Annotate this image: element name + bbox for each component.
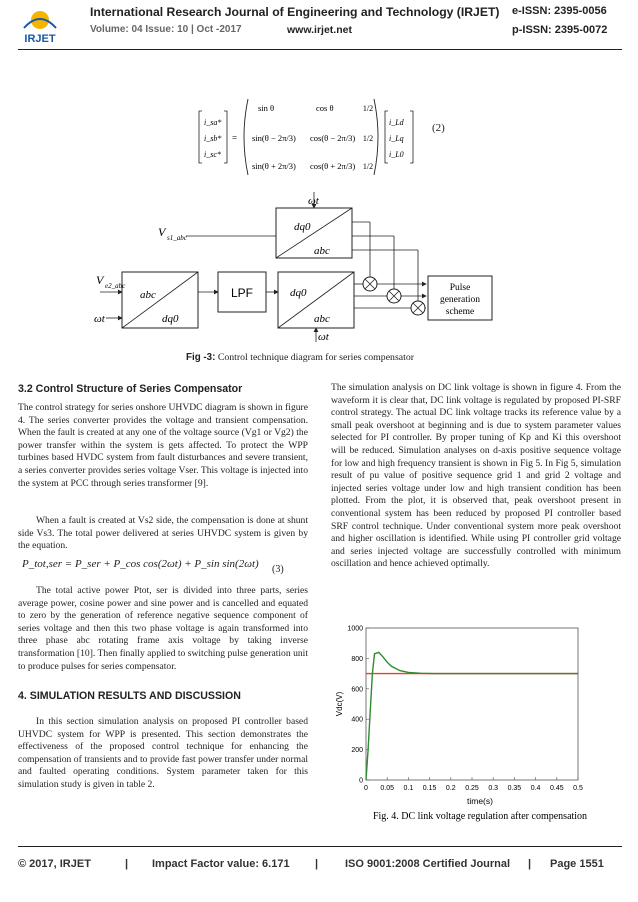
y-tick-label: 800	[351, 655, 363, 663]
website-link[interactable]: www.irjet.net	[287, 24, 352, 36]
footer-divider	[18, 846, 622, 847]
m-22: 1/2	[362, 162, 374, 171]
footer-sep-3: |	[528, 858, 532, 870]
y-tick-label: 600	[351, 686, 363, 694]
header-divider	[18, 49, 622, 50]
control-diagram	[86, 192, 526, 342]
label-v-top: V	[158, 225, 166, 239]
lhs-0: i_sa*	[204, 118, 222, 127]
volume-issue: Volume: 04 Issue: 10 | Oct -2017	[90, 24, 242, 35]
y-tick-label: 200	[351, 747, 363, 755]
section-heading-3-2: 3.2 Control Structure of Series Compensator	[18, 383, 243, 395]
label-dq0-left: dq0	[162, 313, 179, 325]
dc-link-chart	[330, 622, 592, 822]
section-heading-4: 4. SIMULATION RESULTS AND DISCUSSION	[18, 690, 241, 702]
x-tick-label: 0.5	[573, 785, 583, 792]
m-10: sin(θ − 2π/3)	[252, 133, 296, 143]
svg-text:=: =	[232, 133, 238, 143]
label-dq0-top: dq0	[294, 221, 311, 233]
label-pulse-2: generation	[439, 295, 481, 305]
x-tick-label: 0.3	[488, 785, 499, 792]
footer-copyright: © 2017, IRJET	[18, 858, 91, 870]
chart-caption: Fig. 4. DC link voltage regulation after compensation	[372, 811, 588, 822]
m-01: cos θ	[316, 103, 334, 113]
multiplier-2	[387, 289, 401, 303]
label-abc-mid: abc	[314, 313, 330, 325]
x-tick-label: 0.15	[422, 785, 437, 792]
x-axis-label: time(s)	[467, 796, 493, 806]
figure-3-caption	[186, 352, 414, 363]
footer-page: Page 1551	[550, 858, 604, 870]
label-v-top-sub: s1_abc	[167, 234, 187, 242]
m-00: sin θ	[258, 103, 275, 113]
multiplier-1	[363, 277, 377, 291]
paragraph-left-1: The control strategy for series onshore UHVDC diagram is shown in figure 4. The series converter provides the voltage and transient compensation. When the fault is created at any one of the voltage source (Vg1 or Vg2) the power transfer within the system is gets affected. To protect the WPP turbines based HVDC system from fault disturbances and severe transient, a series converter provides series voltage Vser. This voltage is injected into the system at PCC through series transformer [9].	[18, 402, 308, 489]
y-tick-label: 1000	[347, 625, 363, 633]
paragraph-right-1: The simulation analysis on DC link voltage is shown in figure 4. From the waveform it is clear that, DC link voltage is regulated by proposed PI-SRF control strategy. The actual DC link voltage tracks its reference value by a small peak overshoot at beginning and is due to system parameter values selected for PI controller. By proper tuning of Kp and Ki this overshoot will be reduced. Simulation analyses on d-axis positive sequence voltage for low and high frequency transient is shown in Fig 5. In Fig 5, simulation result of pu value of positive sequence grid 1 and grid 2 voltage and injected series voltage under low and high transient condition has been plotted. From the plot, it is observed that, peak overshoot present in conventional system has been reduced by proposed PI controller based SRF control technique. Under conventional system more peak overshoot and higher oscillation is identified. While using PI controller grid voltage and series injected voltage are successfully controlled with minimum oscillation and hence achieved optimally.	[331, 382, 621, 570]
equation-3: P_tot,ser = P_ser + P_cos cos(2ωt) + P_sin sin(2ωt)	[22, 558, 259, 570]
rhs-2: i_L0	[389, 150, 404, 159]
x-tick-label: 0.2	[445, 785, 456, 792]
paragraph-left-3: The total active power Ptot, ser is divided into three parts, series average power, cosine power and sine power and is cancelled and equated to zero by the generation of reference negative sequence component of series voltage and then this two phase voltage is again transformed into three phase abc rotating frame axis voltage by taking inverse transformation [10]. Then finally applied to switching pulse generation unit to produce pulses for series compensator.	[18, 585, 308, 672]
caption-label: Fig -3:	[186, 352, 216, 363]
footer-sep-2: |	[315, 858, 319, 870]
label-wt-left: ωt	[94, 313, 105, 325]
paragraph-left-2: When a fault is created at Vs2 side, the compensation is done at shunt side Vs3. The total power delivered at series UHVDC system is given by the equation.	[18, 515, 308, 552]
paragraph-left-4: In this section simulation analysis on proposed PI controller based UHVDC system for WPP is presented. This section demonstrates the effectiveness of the proposed control technique for enhancing the compensation of transients and to provide fast power transfer under normal and faulted operating conditions. System parameter taken for this simulation study is given in table 2.	[18, 716, 308, 790]
y-tick-label: 0	[359, 777, 363, 785]
label-abc-top: abc	[314, 245, 330, 257]
rhs-0: i_Ld	[389, 118, 404, 127]
label-abc-left: abc	[140, 289, 156, 301]
e-issn: e-ISSN: 2395-0056	[512, 5, 607, 17]
y-tick-label: 400	[351, 716, 363, 724]
m-21: cos(θ + 2π/3)	[310, 161, 356, 171]
rhs-1: i_Lq	[389, 134, 404, 143]
label-pulse-3: scheme	[445, 307, 475, 317]
label-wt-top: ωt	[308, 195, 319, 207]
m-02: 1/2	[362, 104, 374, 113]
label-dq0-mid: dq0	[290, 287, 307, 299]
x-tick-label: 0.45	[549, 785, 564, 792]
x-tick-label: 0.35	[507, 785, 522, 792]
x-tick-label: 0.25	[465, 785, 479, 792]
p-issn: p-ISSN: 2395-0072	[512, 24, 608, 36]
equation-2	[196, 97, 436, 177]
figure-4-chart	[330, 622, 592, 822]
x-tick-label: 0.1	[403, 785, 414, 792]
journal-logo	[18, 6, 62, 46]
label-v-bottom-sub: e2_abc	[105, 282, 126, 290]
x-tick-label: 0.4	[530, 785, 541, 792]
m-12: 1/2	[362, 134, 374, 143]
journal-title: International Research Journal of Engineering and Technology (IRJET)	[90, 5, 500, 19]
logo-text: IRJET	[24, 33, 56, 45]
equation-2-number: (2)	[432, 122, 445, 134]
multiplier-3	[411, 301, 425, 315]
label-lpf: LPF	[230, 286, 254, 300]
equation-3-number: (3)	[272, 564, 284, 575]
y-axis-label: Vdc(V)	[335, 691, 344, 717]
x-tick-label: 0.05	[380, 785, 395, 792]
footer-sep-1: |	[125, 858, 129, 870]
m-20: sin(θ + 2π/3)	[252, 161, 296, 171]
caption-text: Control technique diagram for series compensator	[215, 352, 414, 363]
lhs-1: i_sb*	[204, 134, 222, 143]
label-v-bottom: V	[96, 273, 104, 287]
footer-iso: ISO 9001:2008 Certified Journal	[345, 858, 511, 870]
lhs-2: i_sc*	[204, 150, 221, 159]
x-tick-label: 0	[364, 785, 368, 792]
footer-impact: Impact Factor value: 6.171	[152, 858, 290, 870]
label-pulse-1: Pulse	[449, 283, 471, 293]
m-11: cos(θ − 2π/3)	[310, 133, 356, 143]
label-wt-bottom: ωt	[318, 331, 329, 342]
plot-area	[366, 628, 578, 780]
